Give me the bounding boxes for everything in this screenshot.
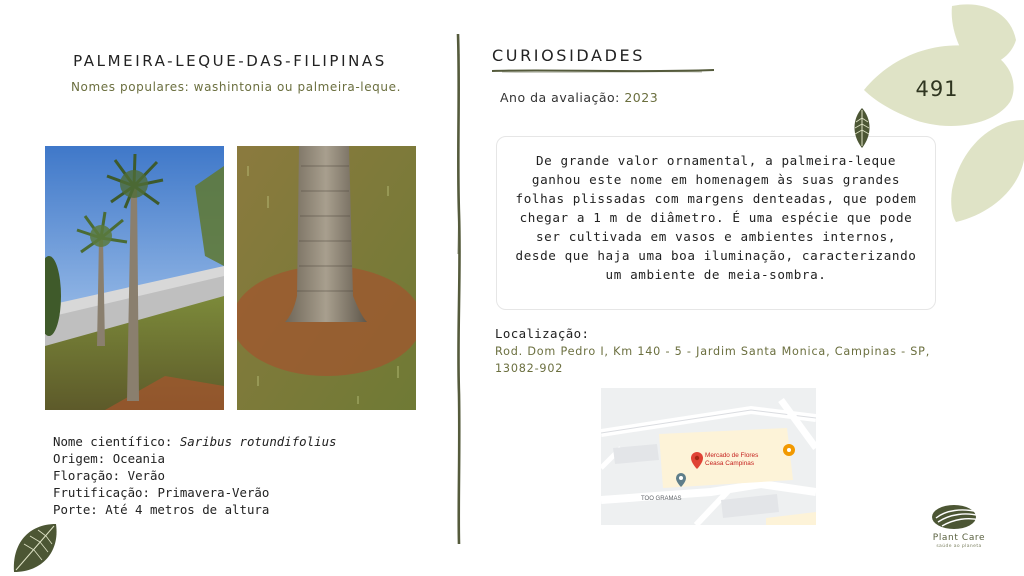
curiosity-text: De grande valor ornamental, a palmeira-leque ganhou este nome em homenagem às suas grandes folhas plissadas com margens denteadas, que podem chegar a 1 m de diâmetro. É uma espécie que pode ser cultivada em vasos e ambientes internos, desde que haja uma boa iluminação, caracterizando um ambiente de meia-sombra.: [515, 153, 917, 282]
popular-names: Nomes populares: washintonia ou palmeira-leque.: [70, 80, 402, 94]
poi-icon: [783, 444, 795, 456]
plant-facts: [53, 433, 336, 518]
palm-trunk-photo: [237, 146, 416, 410]
brush-underline: [492, 68, 714, 74]
evaluation-year: Ano da avaliação: 2023: [500, 90, 659, 105]
map-place-name-1: Mercado de Flores: [705, 452, 759, 459]
fact-scientific-name: Nome científico: Saribus rotundifolius: [53, 434, 337, 449]
decorative-leaves: [860, 0, 1024, 225]
brand-name: Plant Care: [932, 533, 986, 543]
map-secondary-place: TOO GRAMAS: [641, 496, 682, 502]
evaluation-number: 491: [915, 77, 959, 101]
map-place-name-2: Ceasa Campinas: [705, 460, 755, 467]
palm-tree-photo: [45, 146, 224, 410]
leaf-icon: [851, 108, 873, 148]
brush-divider: [452, 34, 466, 544]
plant-title: PALMEIRA-LEQUE-DAS-FILIPINAS: [73, 52, 387, 70]
fact-size: Porte: Até 4 metros de altura: [53, 502, 270, 517]
palm-trunk-illustration: [237, 146, 416, 410]
location-address: Rod. Dom Pedro I, Km 140 - 5 - Jardim Santa Monica, Campinas - SP, 13082-902: [495, 345, 931, 375]
palm-tree-illustration: [45, 146, 224, 410]
location-map[interactable]: [601, 388, 816, 525]
brand-tagline: saúde ao planeta: [936, 544, 982, 549]
section-title: CURIOSIDADES: [492, 46, 645, 65]
fact-fruiting: Frutificação: Primavera-Verão: [53, 485, 270, 500]
corner-leaf-icon: [8, 520, 64, 576]
map-illustration: [601, 388, 816, 525]
fact-origin: Origem: Oceania: [53, 451, 165, 466]
location-label: Localização:: [495, 326, 590, 341]
fact-flowering: Floração: Verão: [53, 468, 165, 483]
